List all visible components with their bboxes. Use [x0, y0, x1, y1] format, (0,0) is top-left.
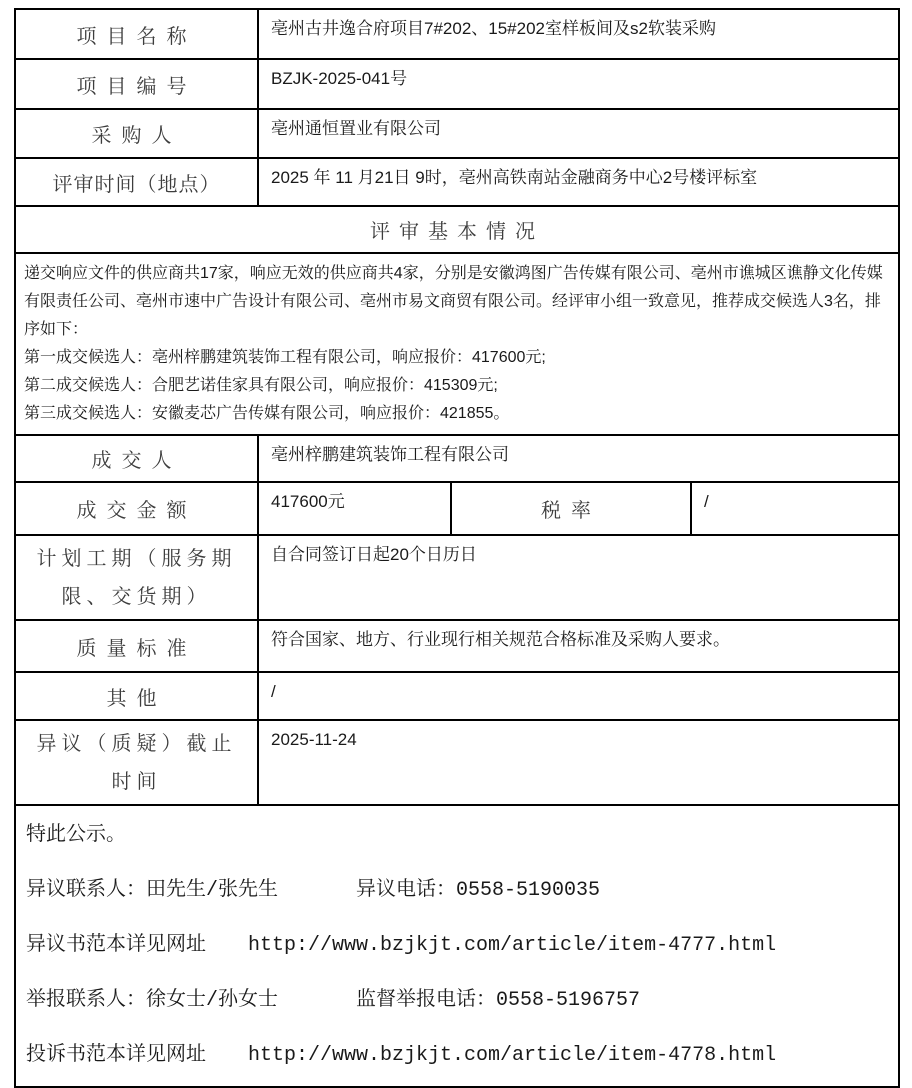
report-contact-line	[26, 987, 888, 1015]
footer-cell	[15, 805, 899, 1087]
schedule-label: 计划工期（服务期限、交货期）	[15, 535, 258, 620]
amount-row	[15, 482, 899, 535]
candidate-line-2: 第二成交候选人：合肥艺诺佳家具有限公司，响应报价：415309元;	[24, 377, 498, 394]
objection-phone: 异议电话：0558-5190035	[356, 879, 601, 902]
objection-template-label: 异议书范本详见网址	[26, 934, 206, 957]
purchaser-value: 亳州通恒置业有限公司	[258, 109, 899, 158]
objection-contact-line	[26, 877, 888, 905]
other-value: /	[258, 672, 899, 720]
public-notice-line: 特此公示。	[26, 824, 126, 847]
objection-deadline-label: 异议（质疑）截止时间	[15, 720, 258, 805]
candidate-line-3: 第三成交候选人：安徽麦芯广告传媒有限公司，响应报价：421855。	[24, 405, 510, 422]
project-number-label: 项目编号	[15, 59, 258, 109]
tax-rate-label: 税率	[451, 482, 691, 535]
table-row	[15, 620, 899, 672]
review-body-cell	[15, 253, 899, 435]
objection-template-url: http://www.bzjkjt.com/article/item-4777.html	[248, 934, 777, 957]
report-contact: 举报联系人：徐女士/孙女士	[26, 989, 279, 1012]
project-name-label: 项目名称	[15, 9, 258, 59]
other-label: 其他	[15, 672, 258, 720]
tax-rate-value: /	[691, 482, 899, 535]
amount-label: 成交金额	[15, 482, 258, 535]
candidate-line-1: 第一成交候选人：亳州梓鹏建筑装饰工程有限公司，响应报价：417600元;	[24, 349, 546, 366]
purchaser-label: 采购人	[15, 109, 258, 158]
winner-value: 亳州梓鹏建筑装饰工程有限公司	[258, 435, 899, 482]
procurement-result-table	[14, 8, 900, 1088]
amount-value: 417600元	[258, 482, 451, 535]
winner-label: 成交人	[15, 435, 258, 482]
footer-row	[15, 805, 899, 1087]
review-time-label: 评审时间（地点）	[15, 158, 258, 206]
section-header-row	[15, 206, 899, 253]
review-section-header: 评审基本情况	[15, 206, 899, 253]
complaint-template-label: 投诉书范本详见网址	[26, 1044, 206, 1067]
project-name-value: 亳州古井逸合府项目7#202、15#202室样板间及s2软装采购	[258, 9, 899, 59]
quality-standard-value: 符合国家、地方、行业现行相关规范合格标准及采购人要求。	[258, 620, 899, 672]
table-row	[15, 109, 899, 158]
objection-contact: 异议联系人：田先生/张先生	[26, 879, 279, 902]
table-row	[15, 59, 899, 109]
objection-deadline-value: 2025-11-24	[258, 720, 899, 805]
objection-template-line	[26, 932, 888, 960]
review-time-value: 2025 年 11 月21日 9时，亳州高铁南站金融商务中心2号楼评标室	[258, 158, 899, 206]
table-row	[15, 9, 899, 59]
complaint-template-line	[26, 1042, 888, 1070]
table-row	[15, 720, 899, 805]
table-row	[15, 435, 899, 482]
project-number-value: BZJK-2025-041号	[258, 59, 899, 109]
report-phone: 监督举报电话：0558-5196757	[356, 989, 641, 1012]
complaint-template-url: http://www.bzjkjt.com/article/item-4778.html	[248, 1044, 777, 1067]
table-row	[15, 672, 899, 720]
table-row	[15, 158, 899, 206]
quality-standard-label: 质量标准	[15, 620, 258, 672]
schedule-value: 自合同签订日起20个日历日	[258, 535, 899, 620]
review-summary: 递交响应文件的供应商共17家，响应无效的供应商共4家，分别是安徽鸿图广告传媒有限公司、亳州市谯城区谯静文化传媒有限责任公司、亳州市速中广告设计有限公司、亳州市易文商贸有限公司。经评审小组一致意见，推荐成交候选人3名，排序如下：	[24, 265, 883, 338]
table-row	[15, 535, 899, 620]
review-body-row	[15, 253, 899, 435]
